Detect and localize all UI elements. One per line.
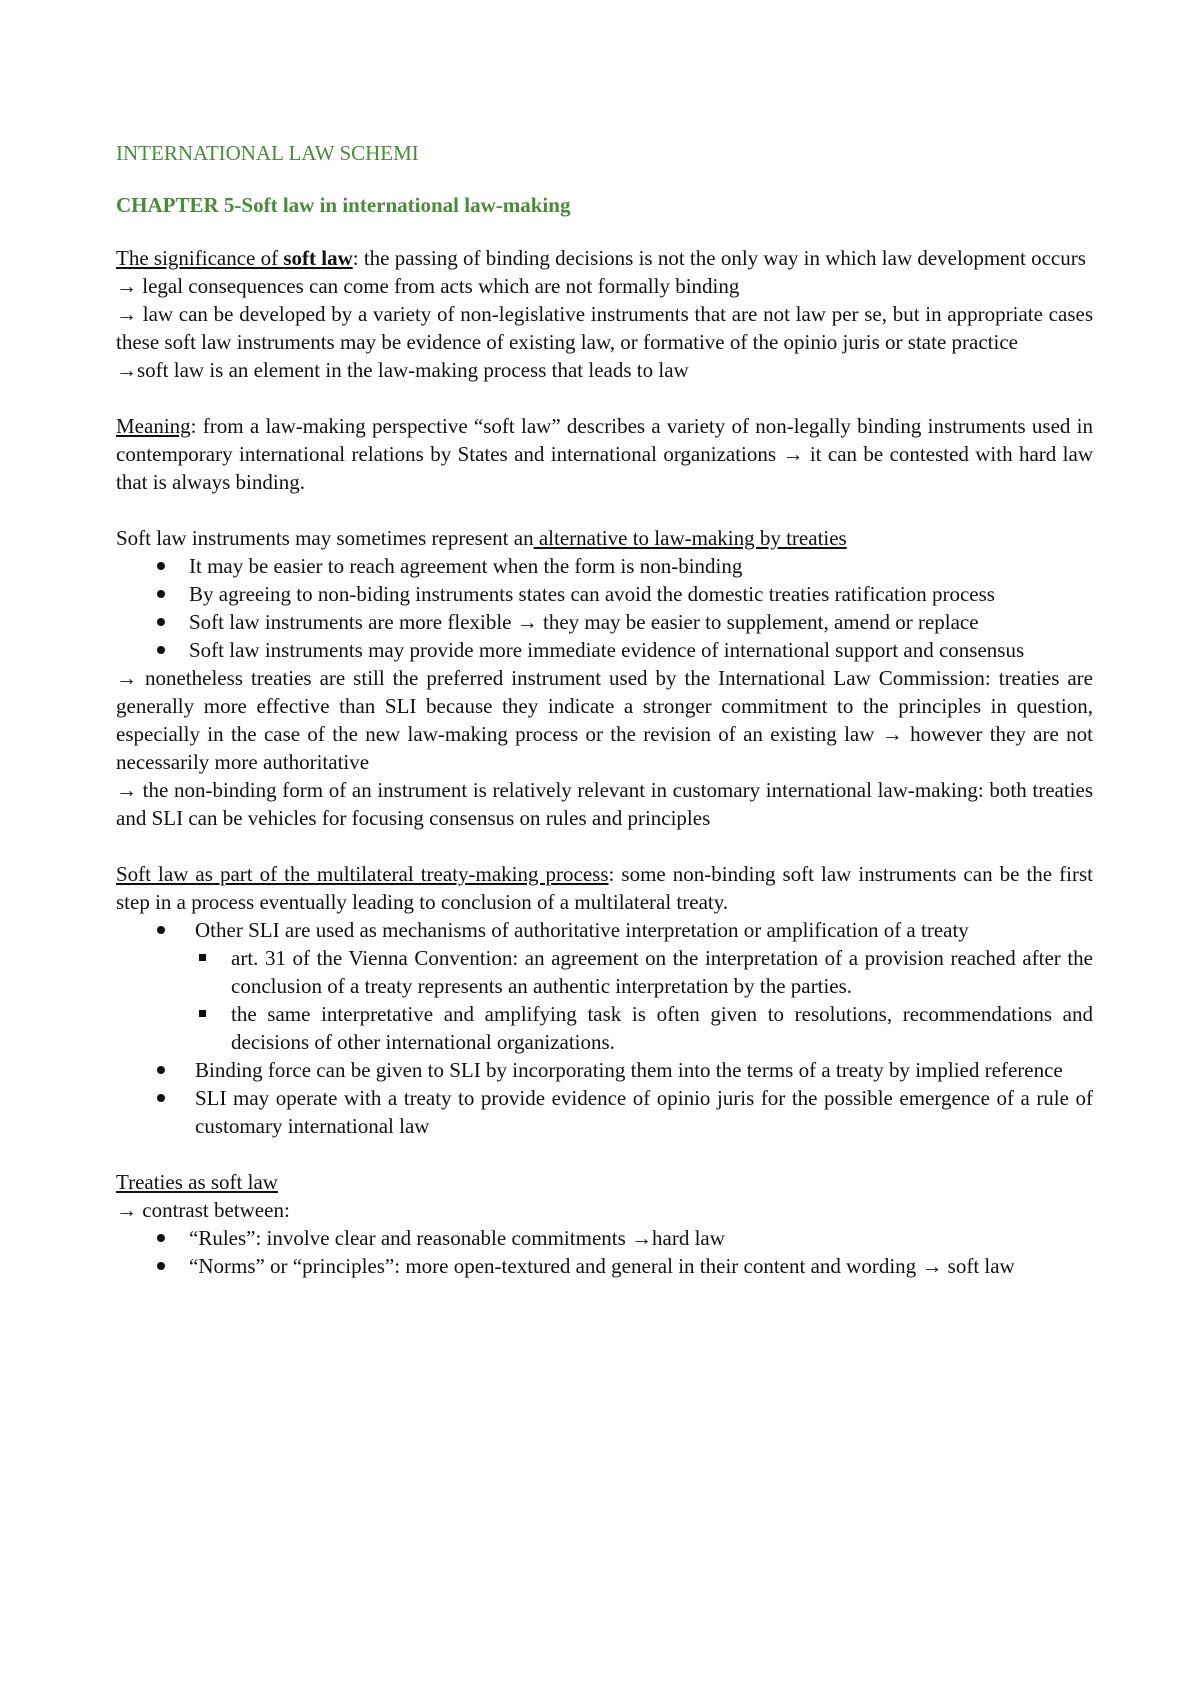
arrow-line: →soft law is an element in the law-making process that leads to law <box>116 358 689 382</box>
arrow-line: → the non-binding form of an instrument is relatively relevant in customary international law-making: both treaties and SLI can be vehicles for focusing consensus on rules and principles <box>116 778 1093 830</box>
alternative-list <box>116 552 1093 664</box>
list-item: “Norms” or “principles”: more open-textured and general in their content and wording → soft law <box>116 1252 1093 1280</box>
treaties-soft-law-heading: Treaties as soft law <box>116 1170 278 1194</box>
sublist-item: art. 31 of the Vienna Convention: an agreement on the interpretation of a provision reached after the conclusion of a treaty represents an authentic interpretation by the parties. <box>116 944 1093 1000</box>
arrow-line: → legal consequences can come from acts which are not formally binding <box>116 274 740 298</box>
significance-label: The significance of soft law <box>116 246 353 270</box>
document-page <box>116 139 1093 1280</box>
list-item: By agreeing to non-biding instruments states can avoid the domestic treaties ratification process <box>116 580 1093 608</box>
arrow-line: → nonetheless treaties are still the preferred instrument used by the International Law Commission: treaties are generally more effective than SLI because they indicate a stronger commitment to the principles in question, especially in the case of the new law-making process or the revision of an existing law → however they are not necessarily more authoritative <box>116 666 1093 774</box>
alternative-intro: Soft law instruments may sometimes represent an alternative to law-making by treaties <box>116 526 847 550</box>
list-item: Other SLI are used as mechanisms of authoritative interpretation or amplification of a treaty <box>116 916 1093 944</box>
list-item: Soft law instruments may provide more immediate evidence of international support and consensus <box>116 636 1093 664</box>
document-title: INTERNATIONAL LAW SCHEMI <box>116 141 419 165</box>
sublist-item: the same interpretative and amplifying task is often given to resolutions, recommendations and decisions of other international organizations. <box>116 1000 1093 1056</box>
arrow-line: → contrast between: <box>116 1198 290 1222</box>
chapter-heading: CHAPTER 5-Soft law in international law-making <box>116 193 571 217</box>
list-item: Binding force can be given to SLI by incorporating them into the terms of a treaty by implied reference <box>116 1056 1093 1084</box>
multilateral-list-continued <box>116 1056 1093 1140</box>
meaning-label: Meaning <box>116 414 191 438</box>
list-item: Soft law instruments are more flexible → they may be easier to supplement, amend or replace <box>116 608 1093 636</box>
multilateral-paragraph: Soft law as part of the multilateral treaty-making process: some non-binding soft law instruments can be the first step in a process eventually leading to conclusion of a multilateral treaty. <box>116 862 1093 914</box>
list-item: “Rules”: involve clear and reasonable commitments →hard law <box>116 1224 1093 1252</box>
significance-paragraph: The significance of soft law: the passing of binding decisions is not the only way in which law development occurs <box>116 246 1086 270</box>
meaning-paragraph: Meaning: from a law-making perspective “soft law” describes a variety of non-legally binding instruments used in contemporary international relations by States and international organizations → it can be contested with hard law that is always binding. <box>116 414 1093 494</box>
multilateral-sublist <box>116 944 1093 1056</box>
multilateral-label: Soft law as part of the multilateral treaty-making process <box>116 862 609 886</box>
contrast-list <box>116 1224 1093 1280</box>
multilateral-list <box>116 916 1093 944</box>
list-item: SLI may operate with a treaty to provide evidence of opinio juris for the possible emergence of a rule of customary international law <box>116 1084 1093 1140</box>
list-item: It may be easier to reach agreement when the form is non-binding <box>116 552 1093 580</box>
arrow-line: → law can be developed by a variety of non-legislative instruments that are not law per se, but in appropriate cases these soft law instruments may be evidence of existing law, or formative of the opinio juris or state practice <box>116 302 1093 354</box>
